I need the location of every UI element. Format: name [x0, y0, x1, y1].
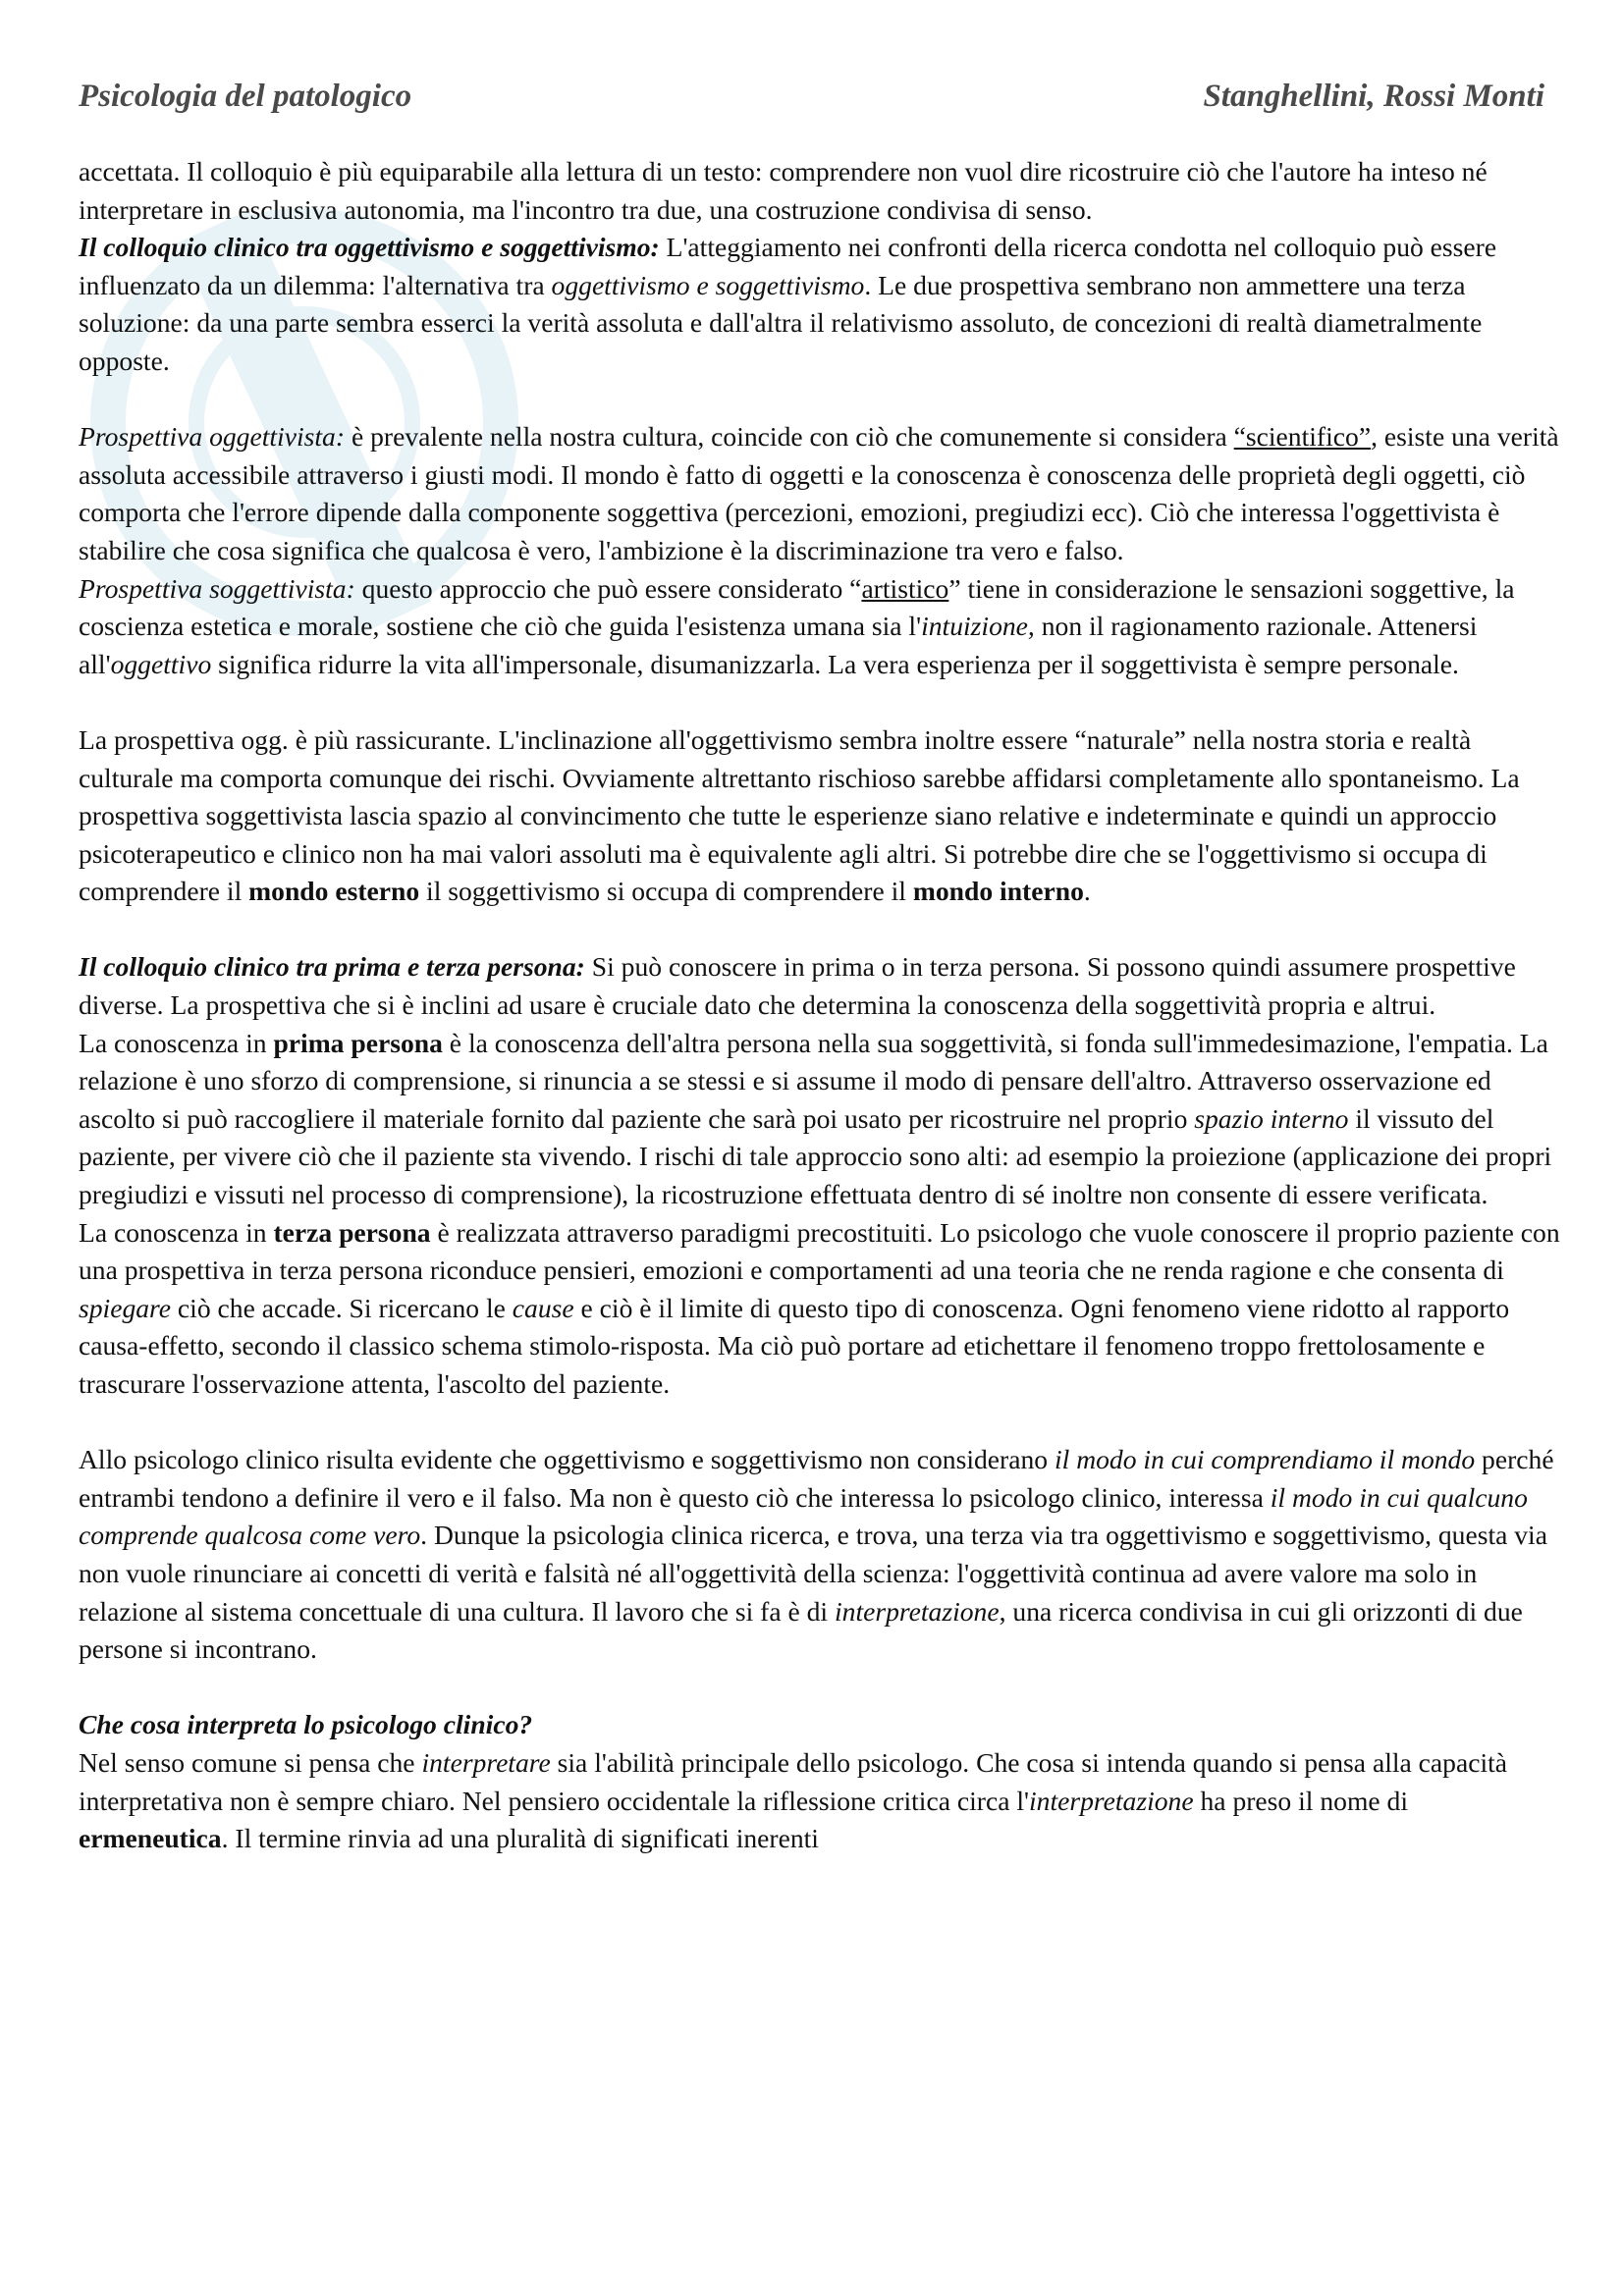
document-body	[79, 153, 1564, 1858]
paragraph-prima-persona: La conoscenza in prima persona è la conoscenza dell'altra persona nella sua soggettività, si fonda sull'immedesimazione, l'empatia. La relazione è uno sforzo di comprensione, si rinuncia a se stessi e si assume il modo di pensare dell'altro. Attraverso osservazione ed ascolto si può raccogliere il materiale fornito dal paziente che sarà poi usato per ricostruire nel proprio spazio interno il vissuto del paziente, per vivere ciò che il paziente sta vivendo. I rischi di tale approccio sono alti: ad esempio la proiezione (applicazione dei propri pregiudizi e vissuti nel processo di comprensione), la ricostruzione effettuata dentro di sé inoltre non consente di essere verificata.	[79, 1027, 1552, 1210]
paragraph-prospettiva-oggettivista: Prospettiva oggettivista: è prevalente nella nostra cultura, coincide con ciò che comunemente si considera “scientifico”, esiste una verità assoluta accessibile attraverso i giusti modi. Il mondo è fatto di oggetti e la conoscenza è conoscenza delle proprietà degli oggetti, ciò comporta che l'errore dipende dalla componente soggettiva (percezioni, emozioni, pregiudizi ecc). Ciò che interessa l'oggettivista è stabilire che cosa significa che qualcosa è vero, l'ambizione è la discriminazione tra vero e falso.	[79, 421, 1559, 565]
paragraph: accettata. Il colloquio è più equiparabile alla lettura di un testo: comprendere non vuol dire ricostruire ciò che l'autore ha inteso né interpretare in esclusiva autonomia, ma l'incontro tra due, una costruzione condivisa di senso.	[79, 156, 1488, 225]
header-authors: Stanghellini, Rossi Monti	[1203, 79, 1544, 114]
section-heading: Il colloquio clinico tra oggettivismo e soggettivismo:	[79, 232, 660, 263]
section-interpreta	[79, 1706, 1564, 1744]
paragraph: La prospettiva ogg. è più rassicurante. L'inclinazione all'oggettivismo sembra inoltre essere “naturale” nella nostra storia e realtà culturale ma comporta comunque dei rischi. Ovviamente altrettanto rischioso sarebbe affidarsi completamente allo spontaneismo. La prospettiva soggettivista lascia spazio al convincimento che tutte le esperienze siano relative e indeterminate e quindi un approccio psicoterapeutico e clinico non ha mai valori assoluti ma è equivalente agli altri. Si potrebbe dire che se l'oggettivismo si occupa di comprendere il mondo esterno il soggettivismo si occupa di comprendere il mondo interno.	[79, 723, 1520, 907]
paragraph-terza-persona: La conoscenza in terza persona è realizzata attraverso paradigmi precostituiti. Lo psicologo che vuole conoscere il proprio paziente con una prospettiva in terza persona riconduce pensieri, emozioni e comportamenti ad una teoria che ne renda ragione e che consenta di spiegare ciò che accade. Si ricercano le cause e ciò è il limite di questo tipo di conoscenza. Ogni fenomeno viene ridotto al rapporto causa-effetto, secondo il classico schema stimolo-risposta. Ma ciò può portare ad etichettare il fenomeno troppo frettolosamente e trascurare l'osservazione attenta, l'ascolto del paziente.	[79, 1216, 1560, 1399]
section-prima-terza-persona: Il colloquio clinico tra prima e terza persona: Si può conoscere in prima o in terza persona. Si possono quindi assumere prospettive diverse. La prospettiva che si è inclini ad usare è cruciale dato che determina la conoscenza della soggettività propria e altrui.	[79, 951, 1516, 1021]
paragraph-prospettiva-soggettivista: Prospettiva soggettivista: questo approccio che può essere considerato “artistico” tiene in considerazione le sensazioni soggettive, la coscienza estetica e morale, sostiene che ciò che guida l'esistenza umana sia l'intuizione, non il ragionamento razionale. Attenersi all'oggettivo significa ridurre la vita all'impersonale, disumanizzarla. La vera esperienza per il soggettivista è sempre personale.	[79, 572, 1515, 679]
header-title: Psicologia del patologico	[79, 79, 412, 114]
section-heading: Il colloquio clinico tra prima e terza persona:	[79, 951, 585, 983]
section-oggettivismo-soggettivismo: Il colloquio clinico tra oggettivismo e soggettivismo: L'atteggiamento nei confronti della ricerca condotta nel colloquio può essere influenzato da un dilemma: l'alternativa tra oggettivismo e soggettivismo. Le due prospettiva sembrano non ammettere una terza soluzione: da una parte sembra esserci la verità assoluta e dall'altra il relativismo assoluto, de concezioni di realtà diametralmente opposte.	[79, 232, 1497, 376]
paragraph: Nel senso comune si pensa che interpretare sia l'abilità principale dello psicologo. Che cosa si intenda quando si pensa alla capacità interpretativa non è sempre chiaro. Nel pensiero occidentale la riflessione critica circa l'interpretazione ha preso il nome di ermeneutica. Il termine rinvia ad una pluralità di significati inerenti	[79, 1746, 1508, 1854]
page-header	[79, 79, 1544, 115]
section-heading: Che cosa interpreta lo psicologo clinico?	[79, 1709, 533, 1740]
paragraph: Allo psicologo clinico risulta evidente che oggettivismo e soggettivismo non considerano il modo in cui comprendiamo il mondo perché entrambi tendono a definire il vero e il falso. Ma non è questo ciò che interessa lo psicologo clinico, interessa il modo in cui qualcuno comprende qualcosa come vero. Dunque la psicologia clinica ricerca, e trova, una terza via tra oggettivismo e soggettivismo, questa via non vuole rinunciare ai concetti di verità e falsità né all'oggettività della scienza: l'oggettività continua ad avere valore ma solo in relazione al sistema concettuale di una cultura. Il lavoro che si fa è di interpretazione, una ricerca condivisa in cui gli orizzonti di due persone si incontrano.	[79, 1444, 1554, 1665]
